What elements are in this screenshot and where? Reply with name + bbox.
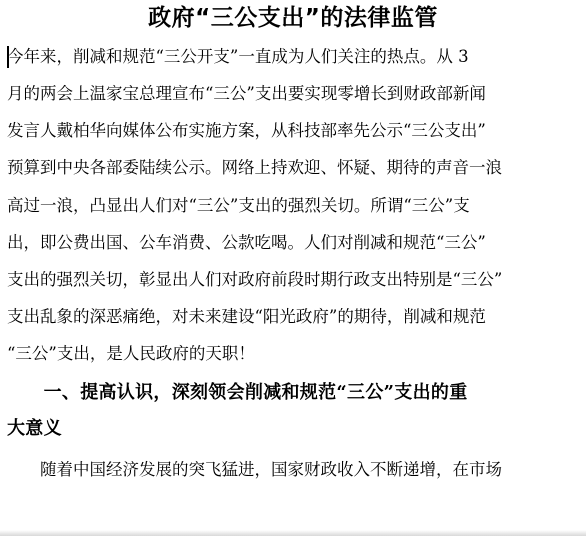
paragraph-line-3: 发言人戴柏华向媒体公布实施方案，从科技部率先公示“三公支出”	[7, 121, 486, 140]
section-heading-line-1: 一、提高认识，深刻领会削减和规范“三公”支出的重	[7, 382, 468, 403]
paragraph-line-7: 支出的强烈关切，彰显出人们对政府前段时期行政支出特别是“三公”	[7, 270, 503, 289]
section-heading-line-2: 大意义	[7, 418, 62, 439]
paragraph-line-2: 月的两会上温家宝总理宣布“三公”支出要实现零增长到财政部新闻	[7, 84, 486, 103]
page-bottom-edge	[0, 530, 586, 536]
paragraph-next-line: 随着中国经济发展的突飞猛进，国家财政收入不断递增，在市场	[7, 460, 502, 479]
paragraph-line-1: 今年来，削减和规范“三公开支”一直成为人们关注的热点。从 3	[7, 47, 469, 66]
paragraph-line-4: 预算到中央各部委陆续公示。网络上持欢迎、怀疑、期待的声音一浪	[7, 158, 502, 177]
paragraph-line-8: 支出乱象的深恶痛绝，对未来建设“阳光政府”的期待，削减和规范	[7, 307, 486, 326]
paragraph-line-9: “三公”支出，是人民政府的天职！	[7, 344, 255, 363]
document-title: 政府“三公支出”的法律监管	[148, 5, 438, 31]
paragraph-line-6: 出，即公费出国、公车消费、公款吃喝。人们对削减和规范“三公”	[7, 233, 486, 252]
paragraph-line-5: 高过一浪，凸显出人们对“三公”支出的强烈关切。所谓“三公”支	[7, 196, 470, 215]
